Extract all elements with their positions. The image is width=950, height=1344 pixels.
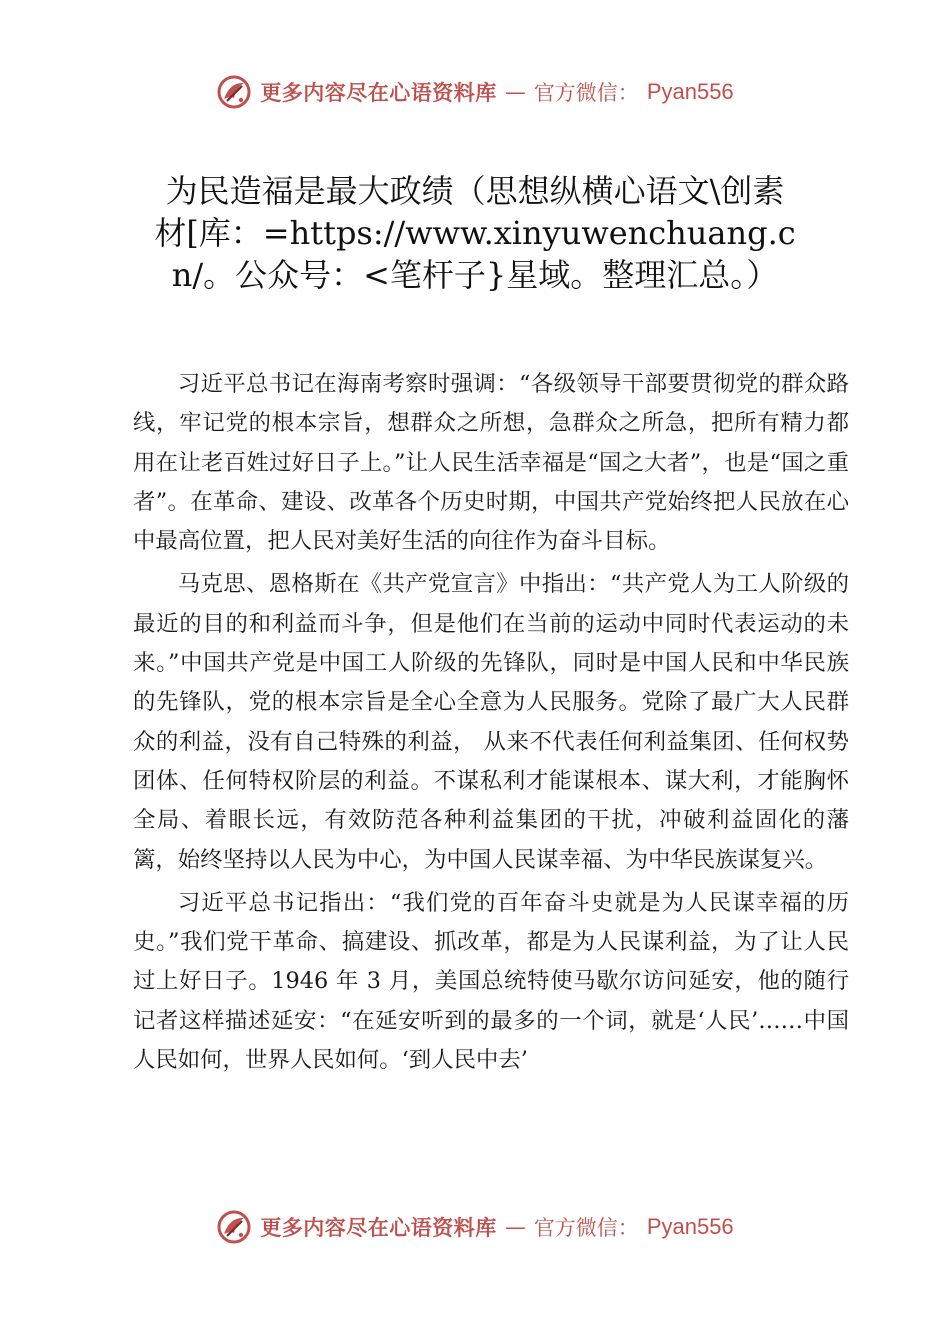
header-banner [0,70,950,114]
paragraph: 马克思、恩格斯在《共产党宣言》中指出：“共产党人为工人阶级的最近的目的和利益而斗争，但是他们在当前的运动中同时代表运动的未来。”中国共产党是中国工人阶级的先锋队，同时是中国人民和中华民族的先锋队，党的根本宗旨是全心全意为人民服务。党除了最广大人民群众的利益，没有自己特殊的利益， 从来不代表任何利益集团、任何权势团体、任何特权阶层的利益。不谋私利才能谋根本、谋大利，才能胸怀全局、着眼长远，有效防范各种利益集团的干扰，冲破利益固化的藩篱，始终坚持以人民为中心，为中国人民谋幸福、为中华民族谋复兴。 [133,571,849,873]
header-wechat-id: Pyan556 [646,79,734,104]
footer-wechat-id: Pyan556 [646,1214,734,1239]
document-body [133,365,849,1084]
seal-logo-icon [216,1209,252,1245]
header-promo-text: 更多内容尽在心语资料库 [260,80,497,105]
document-title: 为民造福是最大政绩（思想纵横心语文\创素材[库：=https://www.xinyuwenchuang.cn/。公众号：<笔杆子}星域。整理汇总。） [154,172,796,294]
header-separator: — [504,80,526,104]
footer-wechat-label: 官方微信： [533,1216,639,1240]
header-wechat-label: 官方微信： [533,81,639,105]
paragraph: 习近平总书记在海南考察时强调：“各级领导干部要贯彻党的群众路线，牢记党的根本宗旨，想群众之所想，急群众之所急，把所有精力都用在让老百姓过好日子上。”让人民生活幸福是“国之大者”，也是“国之重者”。在革命、建设、改革各个历史时期，中国共产党始终把人民放在心中最高位置，把人民对美好生活的向往作为奋斗目标。 [133,371,849,555]
footer-promo-text: 更多内容尽在心语资料库 [260,1215,497,1240]
paragraph: 习近平总书记指出：“我们党的百年奋斗史就是为人民谋幸福的历史。”我们党干革命、搞建设、抓改革，都是为人民谋利益，为了让人民过上好日子。1946 年 3 月，美国总统特使马歇尔访问延安，他的随行记者这样描述延安：“在延安听到的最多的一个词，就是‘人民’……中国人民如何，世界人民如何。‘到人民中去’ [133,889,849,1074]
seal-logo-icon [216,74,252,110]
footer-separator: — [504,1215,526,1239]
footer-banner [0,1205,950,1249]
